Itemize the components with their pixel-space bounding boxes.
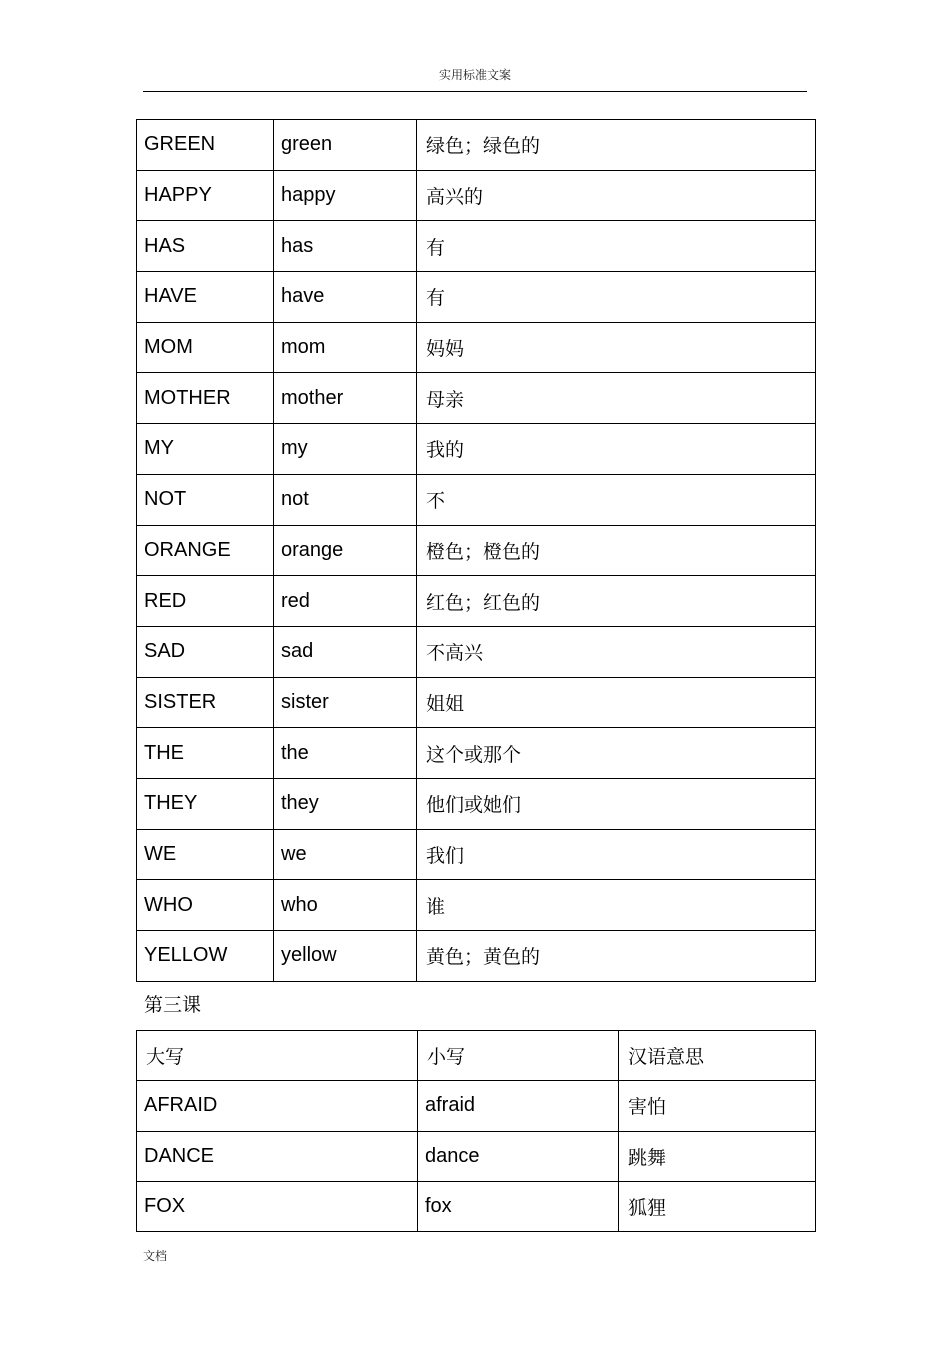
- vocabulary-table-1-body: [137, 120, 816, 982]
- table-row: [137, 120, 816, 171]
- lowercase-cell: yellow: [274, 931, 417, 982]
- table-row: [137, 272, 816, 323]
- lowercase-cell: we: [274, 829, 417, 880]
- table-row: [137, 626, 816, 677]
- table-row: [137, 424, 816, 475]
- lowercase-cell: mom: [274, 322, 417, 373]
- uppercase-cell: AFRAID: [137, 1081, 418, 1131]
- table-row: [137, 576, 816, 627]
- meaning-cell: 有: [417, 272, 816, 323]
- meaning-cell: 跳舞: [619, 1131, 816, 1181]
- table-row: [137, 829, 816, 880]
- table-row: [137, 1081, 816, 1131]
- uppercase-header: 大写: [137, 1031, 418, 1081]
- lowercase-cell: mother: [274, 373, 417, 424]
- uppercase-cell: NOT: [137, 474, 274, 525]
- page-header: 实用标准文案: [438, 68, 511, 82]
- lowercase-cell: orange: [274, 525, 417, 576]
- section-title: 第三课: [144, 994, 202, 1016]
- meaning-cell: 狐狸: [619, 1181, 816, 1231]
- table-row: [137, 778, 816, 829]
- vocabulary-table-1: [136, 119, 816, 982]
- lowercase-cell: have: [274, 272, 417, 323]
- uppercase-cell: RED: [137, 576, 274, 627]
- table-row: [137, 474, 816, 525]
- meaning-cell: 妈妈: [417, 322, 816, 373]
- lowercase-cell: not: [274, 474, 417, 525]
- table-row: [137, 1181, 816, 1231]
- uppercase-cell: YELLOW: [137, 931, 274, 982]
- lowercase-cell: my: [274, 424, 417, 475]
- uppercase-cell: ORANGE: [137, 525, 274, 576]
- meaning-cell: 谁: [417, 880, 816, 931]
- meaning-cell: 害怕: [619, 1081, 816, 1131]
- uppercase-cell: HAPPY: [137, 170, 274, 221]
- meaning-cell: 这个或那个: [417, 728, 816, 779]
- meaning-cell: 姐姐: [417, 677, 816, 728]
- lowercase-cell: the: [274, 728, 417, 779]
- table-row: [137, 170, 816, 221]
- uppercase-cell: FOX: [137, 1181, 418, 1231]
- header-rule: [143, 91, 807, 92]
- meaning-cell: 不: [417, 474, 816, 525]
- lowercase-cell: they: [274, 778, 417, 829]
- lowercase-cell: who: [274, 880, 417, 931]
- table-row: [137, 728, 816, 779]
- vocabulary-table-2-body: [137, 1031, 816, 1232]
- uppercase-cell: DANCE: [137, 1131, 418, 1181]
- uppercase-cell: THE: [137, 728, 274, 779]
- page-footer: 文档: [143, 1249, 168, 1263]
- meaning-cell: 我们: [417, 829, 816, 880]
- lowercase-cell: fox: [418, 1181, 619, 1231]
- lowercase-cell: sister: [274, 677, 417, 728]
- meaning-cell: 不高兴: [417, 626, 816, 677]
- uppercase-cell: MY: [137, 424, 274, 475]
- uppercase-cell: WE: [137, 829, 274, 880]
- meaning-cell: 我的: [417, 424, 816, 475]
- table-row: [137, 221, 816, 272]
- meaning-cell: 高兴的: [417, 170, 816, 221]
- lowercase-cell: afraid: [418, 1081, 619, 1131]
- lowercase-cell: dance: [418, 1131, 619, 1181]
- table-row: [137, 322, 816, 373]
- lowercase-cell: green: [274, 120, 417, 171]
- table-row: [137, 880, 816, 931]
- table-row: [137, 525, 816, 576]
- table-row: [137, 677, 816, 728]
- table-header-row: [137, 1031, 816, 1081]
- meaning-cell: 红色；红色的: [417, 576, 816, 627]
- lowercase-cell: happy: [274, 170, 417, 221]
- lowercase-cell: has: [274, 221, 417, 272]
- meaning-cell: 母亲: [417, 373, 816, 424]
- uppercase-cell: WHO: [137, 880, 274, 931]
- meaning-cell: 绿色；绿色的: [417, 120, 816, 171]
- meaning-cell: 有: [417, 221, 816, 272]
- table-row: [137, 1131, 816, 1181]
- meaning-cell: 他们或她们: [417, 778, 816, 829]
- vocabulary-table-2: [136, 1030, 816, 1232]
- lowercase-header: 小写: [418, 1031, 619, 1081]
- meaning-header: 汉语意思: [619, 1031, 816, 1081]
- uppercase-cell: SISTER: [137, 677, 274, 728]
- table-row: [137, 373, 816, 424]
- uppercase-cell: GREEN: [137, 120, 274, 171]
- uppercase-cell: THEY: [137, 778, 274, 829]
- lowercase-cell: sad: [274, 626, 417, 677]
- uppercase-cell: MOTHER: [137, 373, 274, 424]
- uppercase-cell: HAS: [137, 221, 274, 272]
- meaning-cell: 黄色；黄色的: [417, 931, 816, 982]
- meaning-cell: 橙色；橙色的: [417, 525, 816, 576]
- table-row: [137, 931, 816, 982]
- uppercase-cell: SAD: [137, 626, 274, 677]
- uppercase-cell: MOM: [137, 322, 274, 373]
- uppercase-cell: HAVE: [137, 272, 274, 323]
- lowercase-cell: red: [274, 576, 417, 627]
